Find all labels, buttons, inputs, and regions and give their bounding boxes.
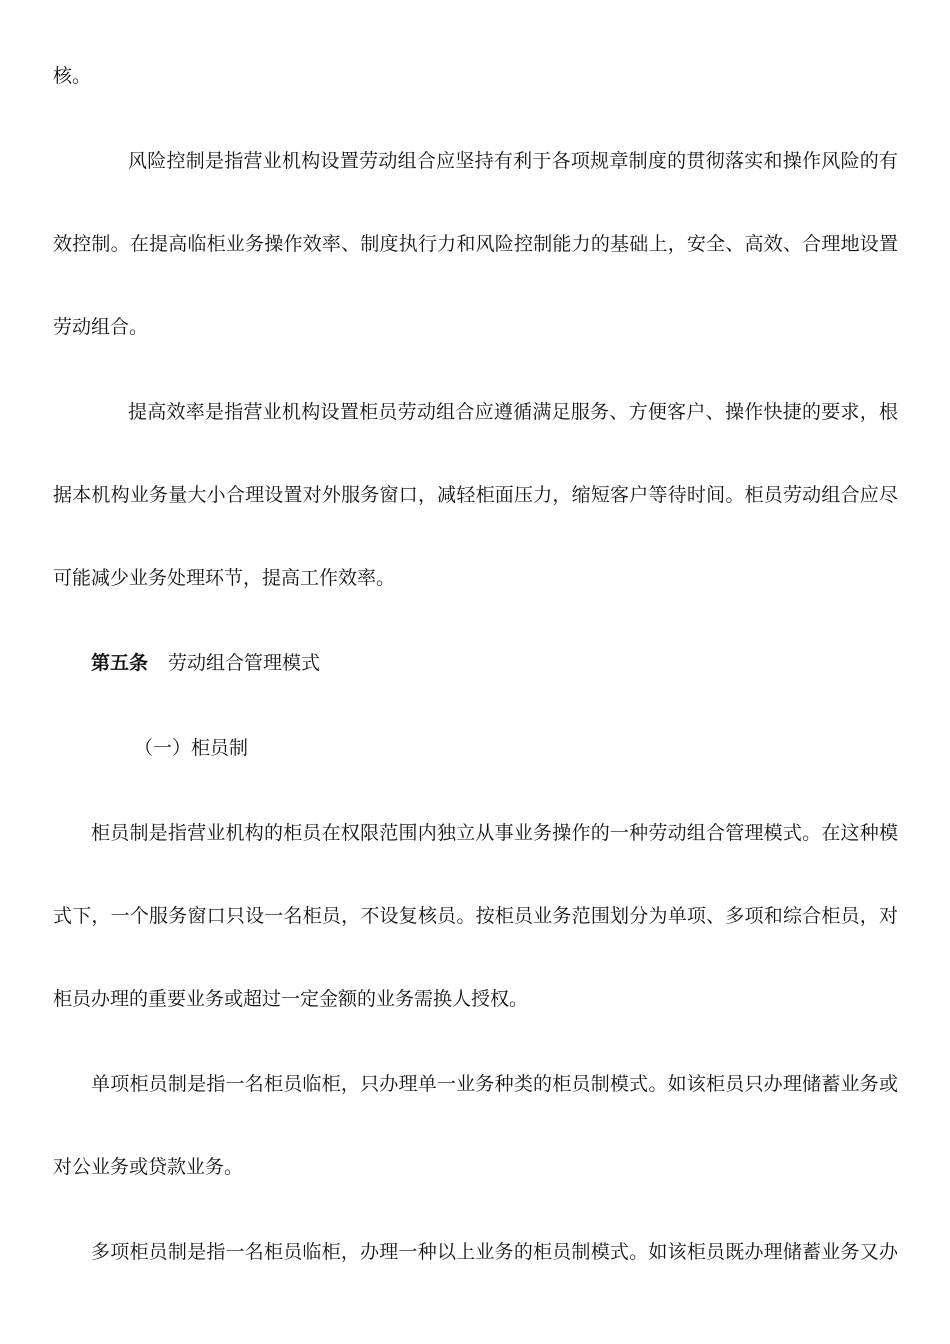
paragraph-line: 提高效率是指营业机构设置柜员劳动组合应遵循满足服务、方便客户、操作快捷的要求，根	[128, 401, 898, 423]
paragraph-line: 核。	[53, 65, 92, 87]
article-title: 劳动组合管理模式	[168, 652, 321, 674]
article-number: 第五条	[91, 652, 149, 674]
paragraph-line: 劳动组合。	[53, 316, 149, 338]
paragraph-line: 式下，一个服务窗口只设一名柜员，不设复核员。按柜员业务范围划分为单项、多项和综合柜员，对	[53, 905, 898, 927]
paragraph-line: 单项柜员制是指一名柜员临柜，只办理单一业务种类的柜员制模式。如该柜员只办理储蓄业务或	[91, 1073, 898, 1095]
paragraph-line: 据本机构业务量大小合理设置对外服务窗口，减轻柜面压力，缩短客户等待时间。柜员劳动组合应尽	[53, 484, 898, 506]
article-heading	[91, 649, 898, 677]
paragraph-line: 多项柜员制是指一名柜员临柜，办理一种以上业务的柜员制模式。如该柜员既办理储蓄业务又办	[91, 1241, 898, 1263]
paragraph-line: 柜员办理的重要业务或超过一定金额的业务需换人授权。	[53, 988, 529, 1010]
paragraph-line: 效控制。在提高临柜业务操作效率、制度执行力和风险控制能力的基础上，安全、高效、合理地设置	[53, 233, 898, 255]
paragraph-line: 对公业务或贷款业务。	[53, 1156, 244, 1178]
paragraph-line: 风险控制是指营业机构设置劳动组合应坚持有利于各项规章制度的贯彻落实和操作风险的有	[128, 150, 898, 172]
section-heading: （一）柜员制	[134, 737, 249, 759]
paragraph-line: 可能减少业务处理环节，提高工作效率。	[53, 567, 396, 589]
paragraph-line: 柜员制是指营业机构的柜员在权限范围内独立从事业务操作的一种劳动组合管理模式。在这种模	[91, 822, 898, 844]
